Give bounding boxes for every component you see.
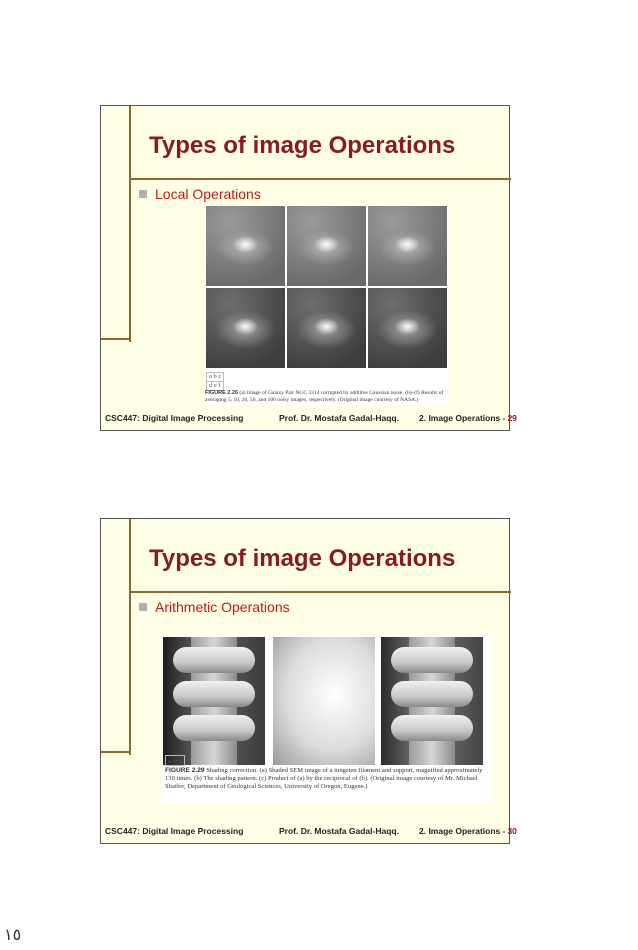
galaxy-image-a [206,206,285,286]
footer-author: Prof. Dr. Mostafa Gadal-Haqq. [279,826,399,836]
bullet-text: Local Operations [155,186,261,202]
slide-30 [100,518,517,844]
square-bullet-icon [139,190,147,198]
footer-page-number: 29 [507,413,517,423]
galaxy-image-e [287,288,366,368]
footer-author: Prof. Dr. Mostafa Gadal-Haqq. [279,413,399,423]
footer-course: CSC447: Digital Image Processing [105,826,244,836]
slide-accent-vertical-line [129,106,131,342]
footer-section [419,413,517,423]
footer-section-text: 2. Image Operations - [419,826,506,836]
figure-galaxy-averaging [205,206,449,406]
shading-pattern-image [273,637,375,765]
bullet-item [139,599,290,615]
footer-section-text: 2. Image Operations - [419,413,506,423]
figure-caption [165,767,489,791]
galaxy-image-f [368,288,447,368]
footer-page-number: 30 [507,826,517,836]
slide-accent-horizontal-line [129,178,511,180]
slide-accent-stub-line [101,338,131,340]
figure-caption-label: FIGURE 2.26 [205,390,239,396]
galaxy-image-c [368,206,447,286]
panel-labels-row1: a b c [206,372,224,382]
slide-accent-vertical-line [129,519,131,755]
panel-labels: a b c [165,755,185,766]
figure-caption-label: FIGURE 2.29 [165,767,205,774]
slide-accent-horizontal-line [129,591,511,593]
slide-title: Types of image Operations [149,132,456,159]
square-bullet-icon [139,603,147,611]
sem-image-shaded [163,637,265,765]
slide-title: Types of image Operations [149,545,456,572]
galaxy-image-d [206,288,285,368]
bullet-item [139,186,261,202]
page-number: ١٥ [4,925,22,944]
figure-caption-text: (a) Image of Galaxy Pair NGC 3314 corrupted by additive Gaussian noise. (b)–(f) Results of averaging 5, 10, 20, 50, and 100 noisy images, respectively. (Original image courtesy of NASA.) [205,390,444,403]
bullet-text: Arithmetic Operations [155,599,290,615]
panel-labels-row2: d e f [206,381,224,391]
figure-caption-text: Shading correction. (a) Shaded SEM image of a tungsten filament and support, magnified approximately 130 times. (b) The shading pattern. (c) Product of (a) by the reciprocal of (b). (Original image courtesy of Mr. Michael Shaffer, Department of Geological Sciences, University of Oregon, Eugene.) [165,767,483,790]
slide-accent-stub-line [101,751,131,753]
footer-section [419,826,517,836]
figure-caption [205,390,449,404]
sem-image-corrected [381,637,483,765]
figure-shading-correction [161,633,491,803]
slide-29 [100,105,517,431]
footer-course: CSC447: Digital Image Processing [105,413,244,423]
galaxy-image-b [287,206,366,286]
